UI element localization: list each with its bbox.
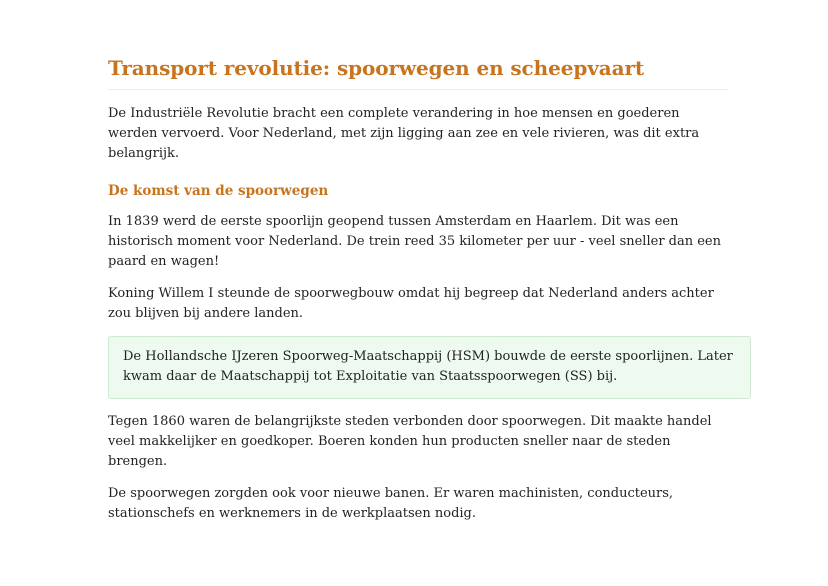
paragraph-king-willem: Koning Willem I steunde de spoorwegbouw omdat hij begreep dat Nederland anders achter zou blijven bij andere landen. bbox=[108, 286, 714, 321]
paragraph-1860: Tegen 1860 waren de belangrijkste steden verbonden door spoorwegen. Dit maakte handel veel makkelijker en goedkoper. Boeren konden hun producten sneller naar de steden brengen. bbox=[108, 414, 712, 469]
section-heading: De komst van de spoorwegen bbox=[108, 183, 329, 199]
page-title: Transport revolutie: spoorwegen en scheepvaart bbox=[108, 56, 728, 90]
intro-paragraph: De Industriële Revolutie bracht een complete verandering in hoe mensen en goederen werden vervoerd. Voor Nederland, met zijn ligging aan zee en vele rivieren, was dit extra belangrijk. bbox=[108, 106, 700, 161]
callout-text: De Hollandsche IJzeren Spoorweg-Maatschappij (HSM) bouwde de eerste spoorlijnen. Later kwam daar de Maatschappij tot Exploitatie van Staatsspoorwegen (SS) bij. bbox=[123, 349, 733, 384]
paragraph-first-railway: In 1839 werd de eerste spoorlijn geopend tussen Amsterdam en Haarlem. Dit was een historisch moment voor Nederland. De trein reed 35 kilometer per uur - veel sneller dan een paard en wagen! bbox=[108, 214, 721, 269]
paragraph-new-jobs: De spoorwegen zorgden ook voor nieuwe banen. Er waren machinisten, conducteurs, stationschefs en werknemers in de werkplaatsen nodig. bbox=[108, 486, 674, 521]
info-callout bbox=[108, 336, 751, 399]
article bbox=[108, 56, 733, 524]
